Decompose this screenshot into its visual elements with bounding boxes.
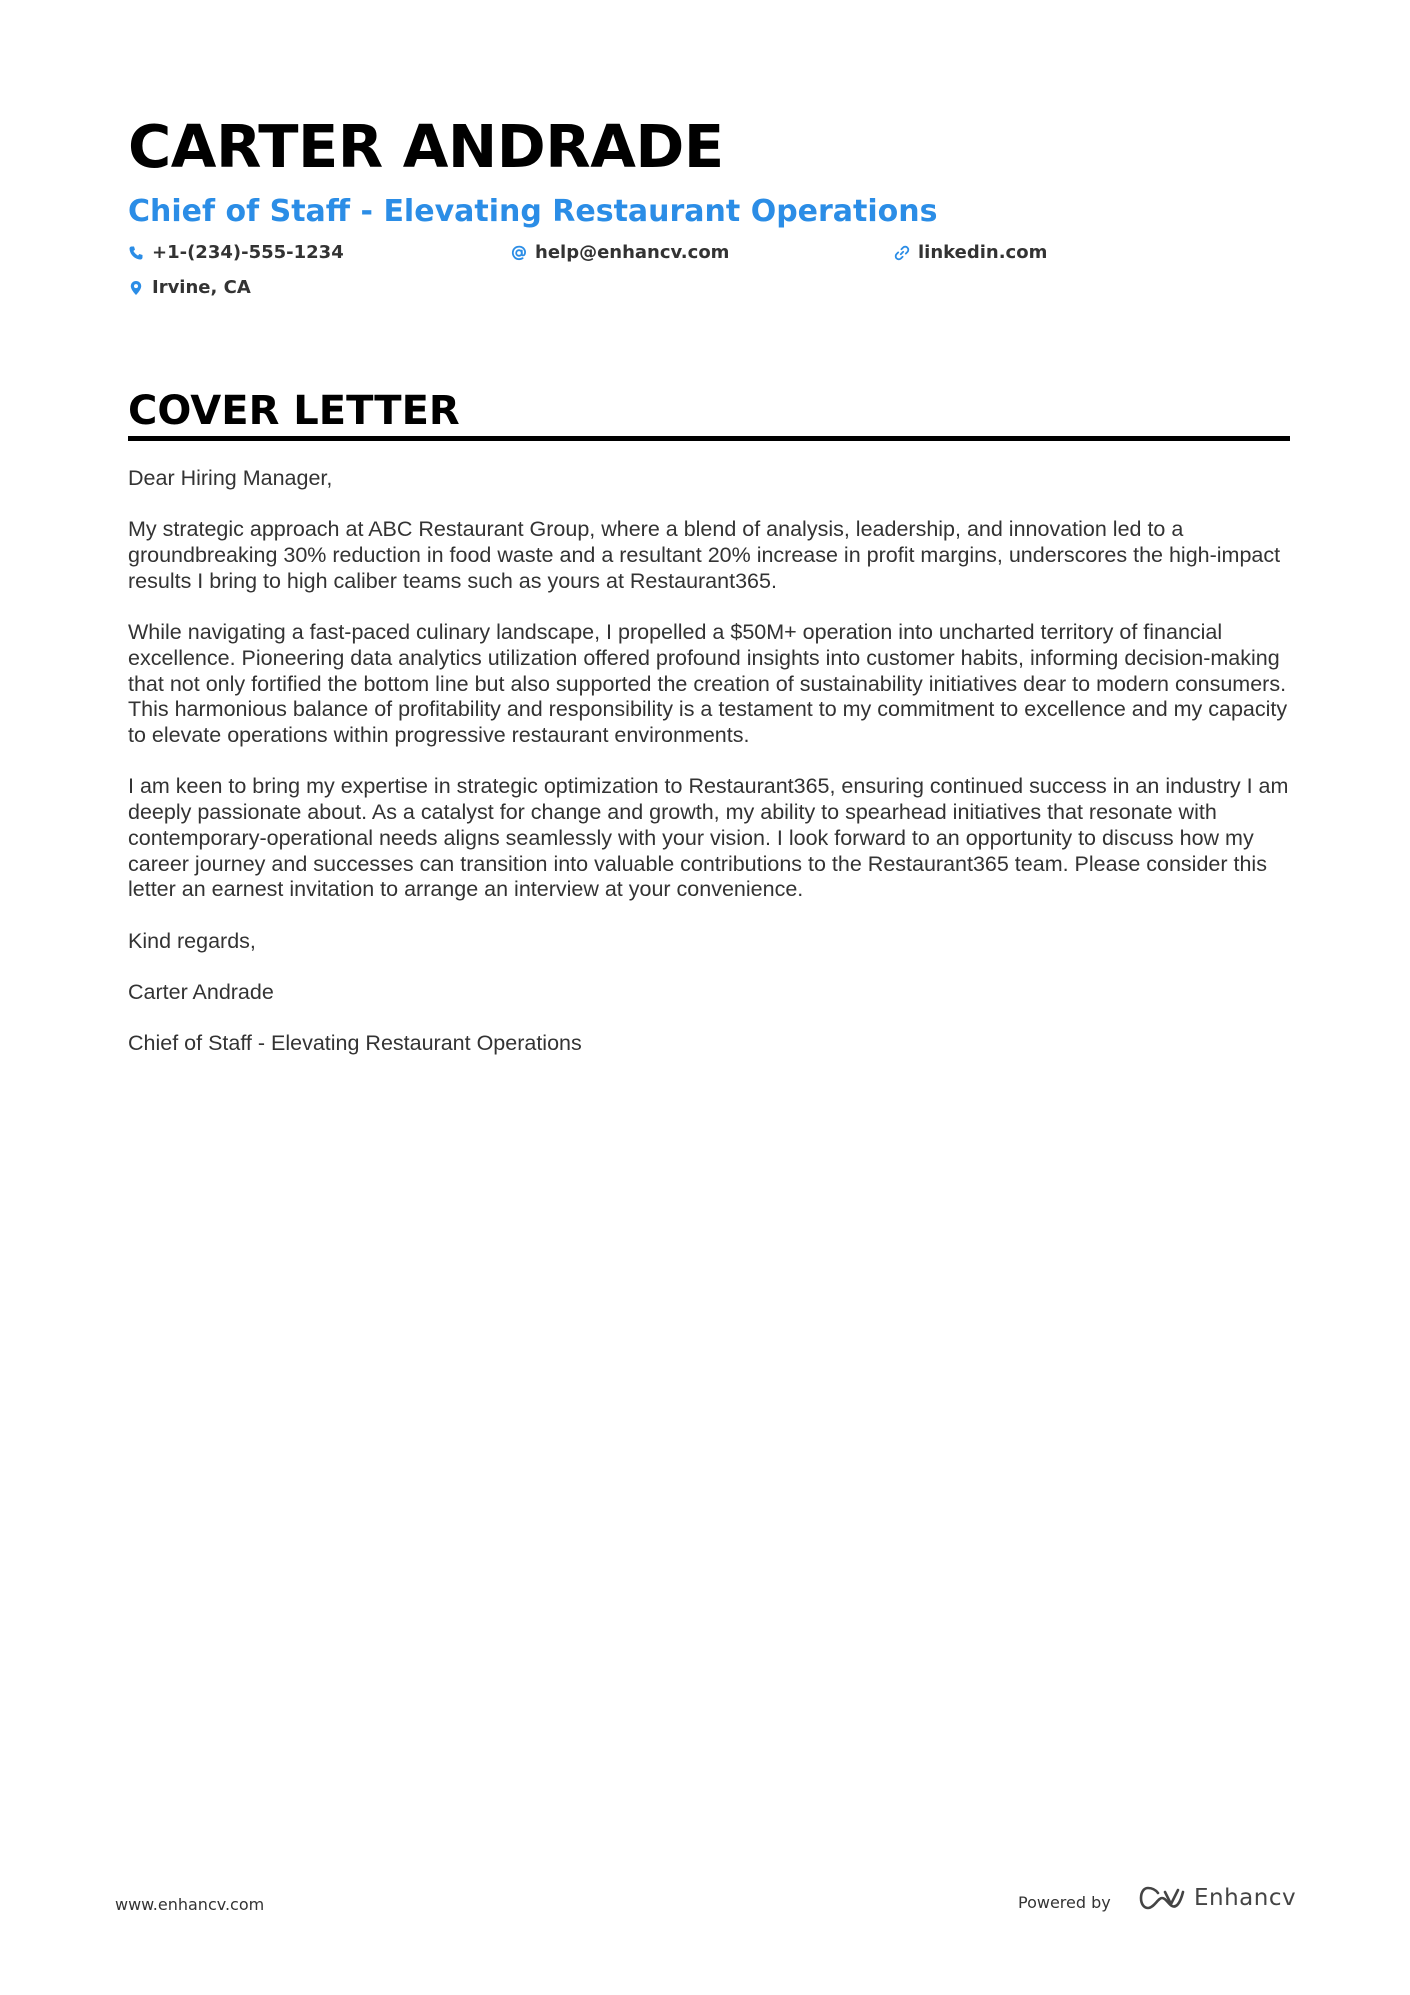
location-pin-icon [128,280,144,296]
contact-email-text: help@enhancv.com [535,242,730,263]
contact-location [128,276,251,300]
letter-paragraph: My strategic approach at ABC Restaurant Group, where a blend of analysis, leadership, and innovation led to a groundbreaking 30% reduction in food waste and a resultant 20% increase in profit margins, underscores the high-impact results I bring to high caliber teams such as yours at Restaurant365. [128,517,1281,593]
section-divider [128,436,1290,441]
footer-website-link[interactable]: www.enhancv.com [115,1895,265,1914]
phone-icon [128,245,144,261]
contact-linkedin[interactable] [894,241,1047,265]
footer-brand[interactable] [1138,1884,1296,1912]
letter-greeting: Dear Hiring Manager, [128,466,333,490]
contact-email[interactable] [511,241,729,265]
section-title: COVER LETTER [128,388,460,434]
link-icon [894,245,910,261]
candidate-name: CARTER ANDRADE [128,112,724,181]
footer-brand-name: Enhancv [1194,1885,1297,1911]
enhancv-logo-icon [1138,1884,1186,1912]
signature-name: Carter Andrade [128,979,274,1004]
contact-phone [128,241,344,265]
candidate-headline: Chief of Staff - Elevating Restaurant Operations [128,194,938,229]
letter-paragraph: I am keen to bring my expertise in strategic optimization to Restaurant365, ensuring continued success in an industry I am deeply passionate about. As a catalyst for change and growth, my ability to spearhead initiatives that resonate with contemporary-operational needs aligns seamlessly with your vision. I look forward to an opportunity to discuss how my career journey and successes can transition into valuable contributions to the Restaurant365 team. Please consider this letter an earnest invitation to arrange an interview at your convenience. [128,774,1289,902]
contact-linkedin-text: linkedin.com [918,242,1048,263]
signature-title: Chief of Staff - Elevating Restaurant Operations [128,1031,582,1056]
letter-body [128,466,1290,1083]
letter-paragraph: While navigating a fast-paced culinary landscape, I propelled a $50M+ operation into uncharted territory of financial excellence. Pioneering data analytics utilization offered profound insights into customer habits, informing decision-making that not only fortified the bottom line but also supported the creation of sustainability initiatives dear to modern consumers. This harmonious balance of profitability and responsibility is a testament to my commitment to excellence and my capacity to elevate operations within progressive restaurant environments. [128,620,1288,747]
letter-closing: Kind regards, [128,928,256,953]
contact-location-text: Irvine, CA [152,277,251,298]
footer-powered-by: Powered by [1018,1893,1111,1912]
at-icon [511,245,527,261]
contact-phone-text: +1-(234)-555-1234 [152,242,344,263]
